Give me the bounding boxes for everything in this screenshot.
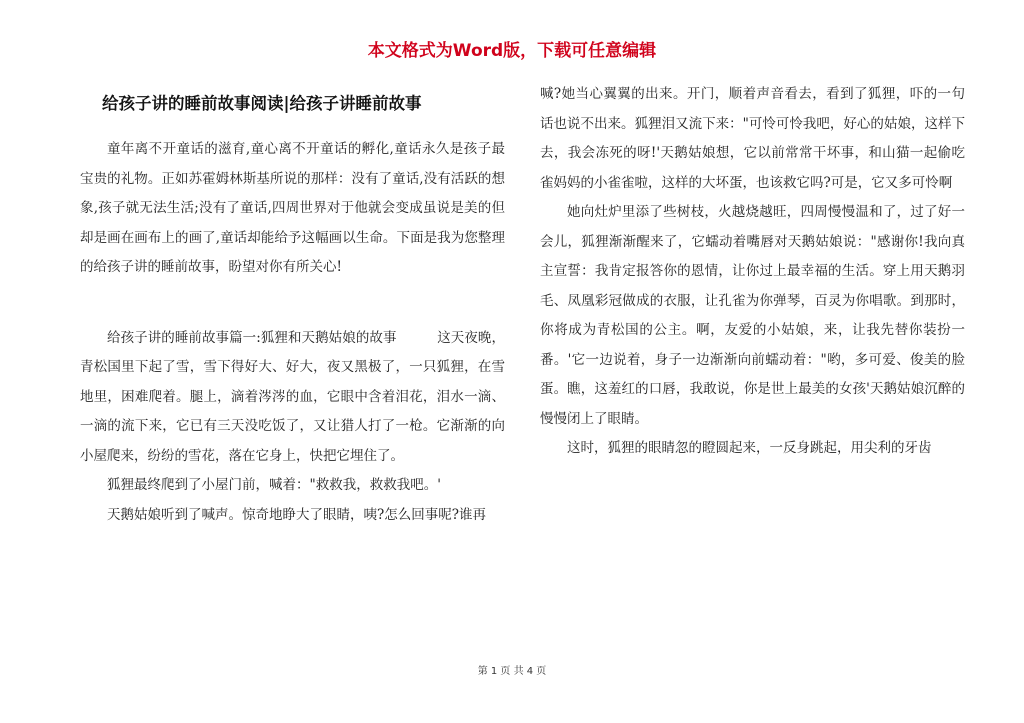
paragraph-spacer bbox=[80, 283, 505, 312]
story-paragraph: 狐狸最终爬到了小屋门前，喊着："救救我，救救我吧。' bbox=[107, 477, 441, 493]
story-paragraph: 喊?她当心翼翼的出来。开门，顺着声音看去，看到了狐狸，吓的一句话也说不出来。狐狸泪又流下来："可怜可怜我吧，好心的姑娘，这样下去，我会冻死的呀!'天鹅姑娘想，它以前常常干坏事，和山猫一起偷吃雀妈妈的小雀雀啦，这样的大坏蛋，也该救它吗?可是，它又多可怜啊 bbox=[540, 86, 965, 191]
download-banner: 本文格式为Word版，下载可任意编辑 bbox=[367, 41, 657, 61]
page-number: 第 1 页 共 4 页 bbox=[477, 666, 547, 677]
document-title: 给孩子讲的睡前故事阅读|给孩子讲睡前故事 bbox=[102, 94, 422, 113]
right-column bbox=[540, 80, 965, 464]
story-paragraph: 这时，狐狸的眼睛忽的瞪圆起来，一反身跳起，用尖利的牙齿 bbox=[567, 440, 932, 456]
story-paragraph: 她向灶炉里添了些树枝，火越烧越旺，四周慢慢温和了，过了好一会儿，狐狸渐渐醒来了，它蠕动着嘴唇对天鹅姑娘说："感谢你!我向真主宣誓：我肯定报答你的恩情，让你过上最幸福的生活。穿上用天鹅羽毛、凤凰彩冠做成的衣服，让孔雀为你弹琴，百灵为你唱歌。到那时，你将成为青松国的公主。啊，友爱的小姑娘，来，让我先替你装扮一番。'它一边说着，身子一边渐渐向前蠕动着："哟，多可爱、俊美的脸蛋。瞧，这羞红的口唇，我敢说，你是世上最美的女孩'天鹅姑娘沉醉的慢慢闭上了眼睛。 bbox=[540, 204, 965, 427]
story-paragraph: 给孩子讲的睡前故事篇一:狐狸和天鹅姑娘的故事 这天夜晚，青松国里下起了雪，雪下得好大、好大，夜又黑极了，一只狐狸，在雪地里，困难爬着。腿上，滴着涔涔的血，它眼中含着泪花，泪水一滴、一滴的流下来，它已有三天没吃饭了，又让猎人打了一枪。它渐渐的向小屋爬来，纷纷的雪花，落在它身上，快把它埋住了。 bbox=[80, 329, 505, 464]
left-column bbox=[80, 89, 505, 530]
paragraph-spacer bbox=[80, 312, 505, 324]
story-paragraph: 天鹅姑娘听到了喊声。惊奇地睁大了眼睛，咦?怎么回事呢?谁再 bbox=[107, 506, 486, 523]
intro-paragraph: 童年离不开童话的滋育,童心离不开童话的孵化,童话永久是孩子最宝贵的礼物。正如苏霍姆林斯基所说的那样：没有了童话,没有活跃的想象,孩子就无法生活;没有了童话,四周世界对于他就会变成虽说是美的但却是画在画布上的画了,童话却能给予这幅画以生命。下面是我为您整理的给孩子讲的睡前故事，盼望对你有所关心! bbox=[80, 141, 505, 275]
